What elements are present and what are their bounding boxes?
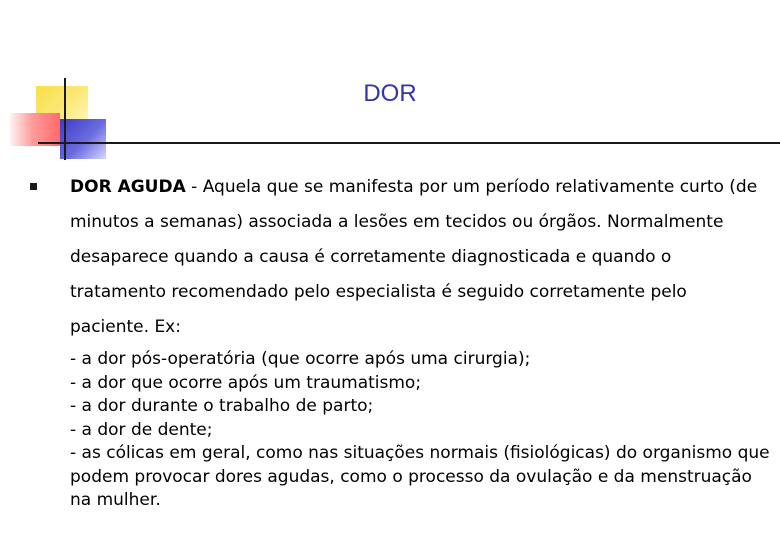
list-item: - a dor de dente; [70, 419, 213, 440]
list-item: - a dor durante o trabalho de parto; [70, 396, 374, 416]
bullet-paragraph [70, 170, 770, 345]
decorative-squares [0, 0, 120, 170]
blue-square-decoration [60, 119, 106, 159]
list-item: - a dor que ocorre após um traumatismo; [70, 372, 422, 393]
vertical-rule [64, 78, 66, 160]
examples-list [70, 348, 770, 513]
list-item: - as cólicas em geral, como nas situações normais (fisiológicas) do organismo que podem provocar dores agudas, como o processo da ovulação e da menstruação na mulher. [70, 443, 770, 510]
bullet-term: DOR AGUDA [70, 177, 186, 197]
slide-title: DOR [363, 80, 417, 107]
title-divider [38, 142, 780, 144]
bullet-square-icon [30, 183, 37, 190]
bullet-text: - Aquela que se manifesta por um período relativamente curto (de minutos a semanas) associada a lesões em tecidos ou órgãos. Normalmente desaparece quando a causa é corretamente diagnosticada e quando o tratamento recomendado pelo especialista é seguido corretamente pelo paciente. Ex: [70, 177, 758, 337]
list-item: - a dor pós-operatória (que ocorre após uma cirurgia); [70, 349, 531, 369]
